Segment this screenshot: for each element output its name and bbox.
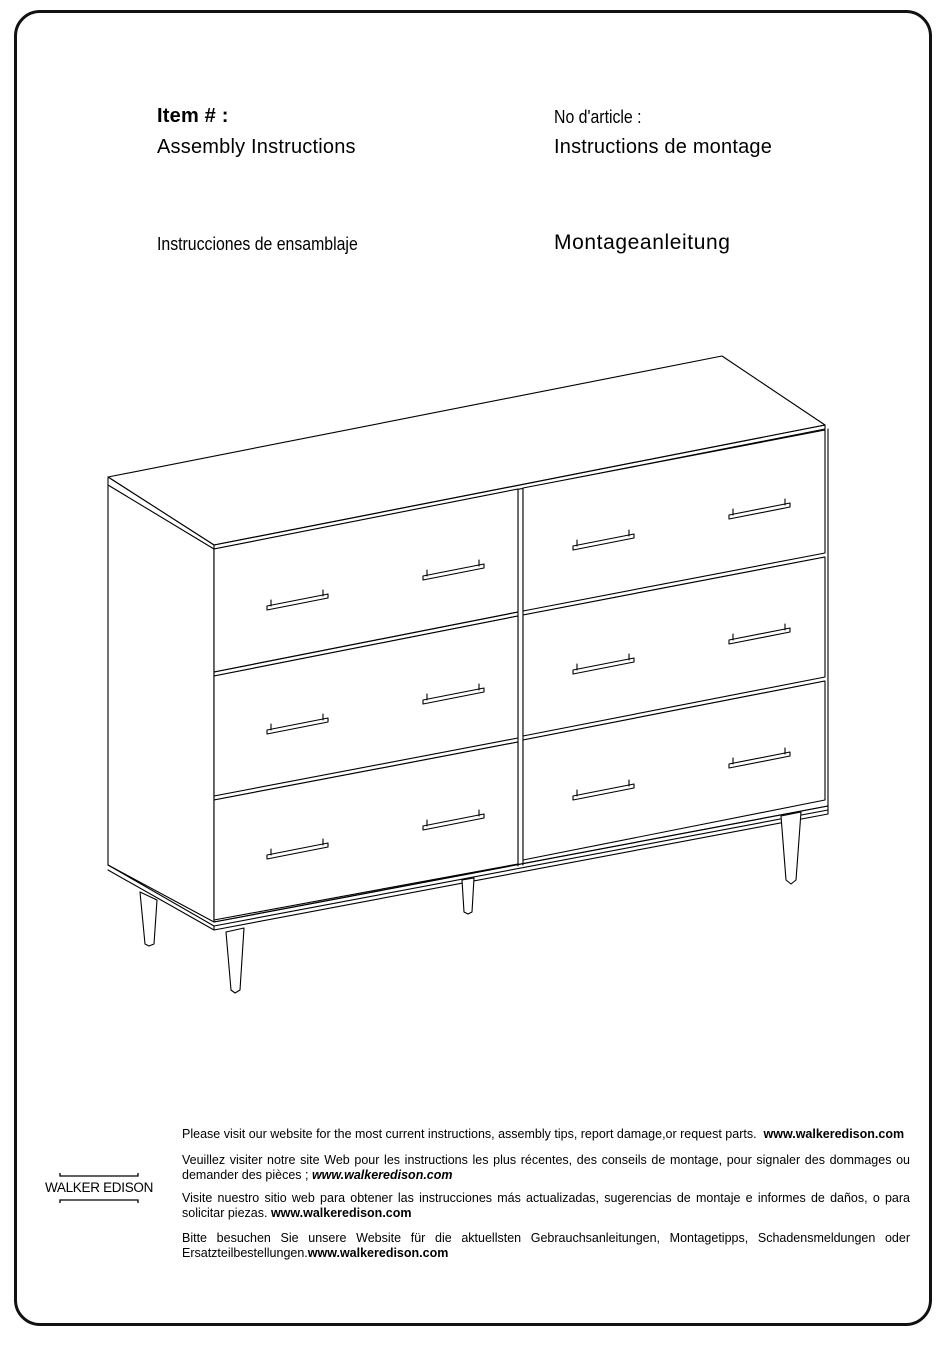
assembly-instructions-de: Montageanleitung [554,231,731,254]
footer-text-en [182,1127,910,1142]
footer-de-url[interactable]: www.walkeredison.com [307,1246,449,1260]
footer-text-fr [182,1153,910,1183]
assembly-instructions-fr: Instructions de montage [554,136,773,158]
item-number-label-fr: No d'article : [554,107,642,127]
footer-de-sentence: Bitte besuchen Sie unsere Website für die aktuellsten Gebrauchsanleitungen, Montagetipps, Schadensmeldungen oder Ersatzteilbestellungen. [182,1231,910,1260]
item-number-label: Item # : [157,105,229,127]
footer-fr-sentence: Veuillez visiter notre site Web pour les instructions les plus récentes, des conseils de montage, pour signaler des dommages ou demander des pièces ; [182,1153,910,1182]
footer-en-sentence: Please visit our website for the most current instructions, assembly tips, report damage,or request parts. [182,1127,757,1141]
walker-edison-logo [38,1172,160,1204]
footer-text-es [182,1191,910,1221]
footer-es-sentence: Visite nuestro sitio web para obtener las instrucciones más actualizadas, sugerencias de montaje e informes de daños, o para solicitar piezas. [182,1191,910,1220]
footer-text-de [182,1231,910,1261]
assembly-instructions-en: Assembly Instructions [157,136,356,158]
dresser-illustration [100,350,840,1010]
footer-fr-url[interactable]: www.walkeredison.com [311,1168,453,1182]
footer-en-url[interactable]: www.walkeredison.com [763,1127,905,1141]
assembly-instructions-es: Instrucciones de ensamblaje [157,234,358,254]
logo-text: WALKER EDISON [44,1180,154,1195]
footer-es-url[interactable]: www.walkeredison.com [270,1206,412,1220]
